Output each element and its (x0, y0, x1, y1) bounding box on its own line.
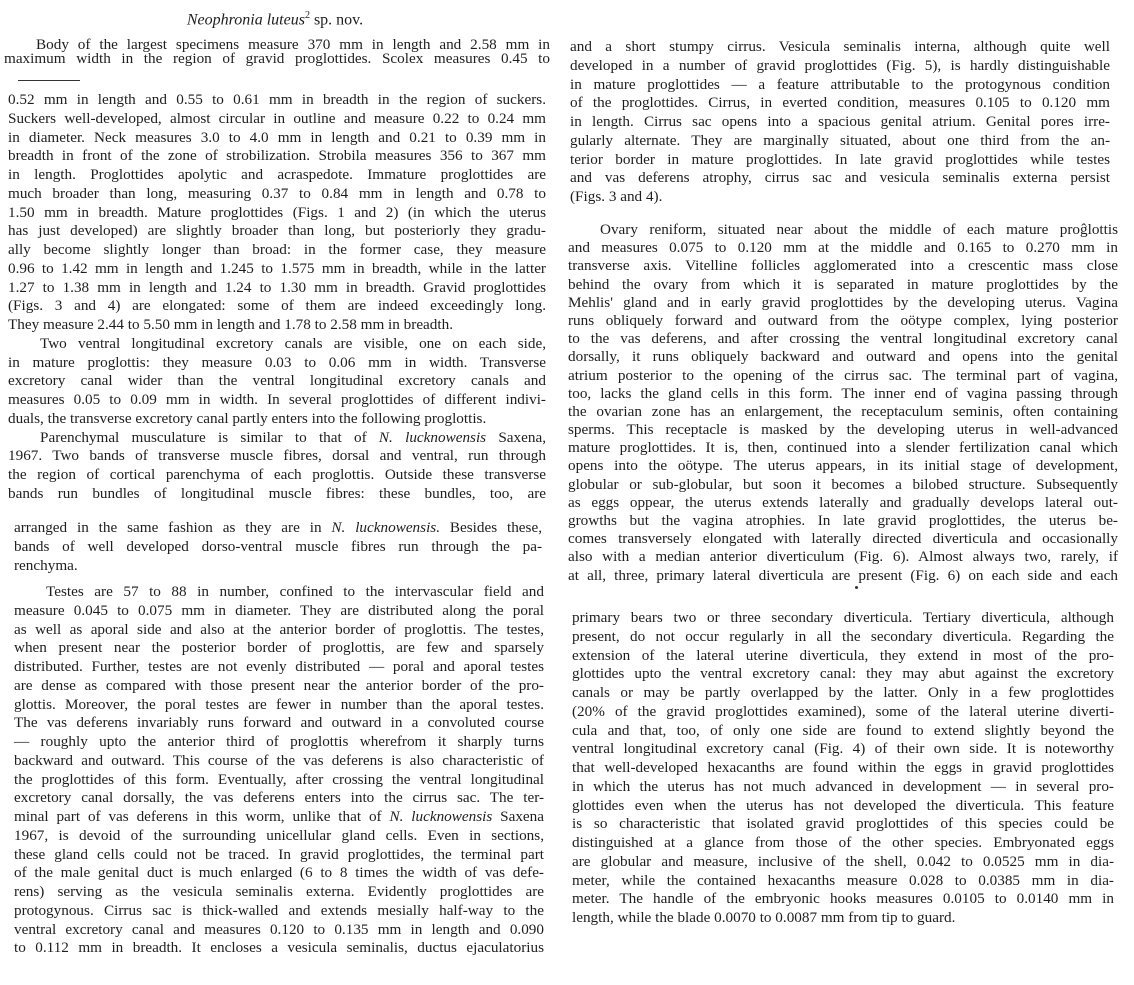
text-line: ventral longitudinal excretory canal (Fig. 4) of their own side. It is noteworthy (572, 740, 1114, 758)
text-segment: Saxena, (486, 428, 547, 446)
text-line: ventral excretory canal and measures 0.120 to 0.135 mm in length and 0.090 (14, 920, 544, 938)
text-line: that well-developed hexacanths are found within the eggs in gravid proglottides (572, 759, 1114, 776)
text-line: present, do not occur regularly in all the secondary diverticula. Regarding the (572, 627, 1114, 645)
text-segment: Saxena (492, 808, 545, 825)
text-line: — roughly upto the anterior third of proglottis wherefrom it sharply turns (14, 733, 544, 750)
text-line: runs obliquely forward and outward from the oötype complex, lying posterior (568, 311, 1118, 329)
text-line: are dense as compared with those present near the anterior border of the pro- (14, 676, 544, 694)
text-line: much broader than long, measuring 0.37 to 0.84 mm in length and 0.78 to (8, 184, 546, 202)
text-line: extension of the lateral uterine diverticula, they extend in most of the pro- (572, 646, 1114, 664)
text-line: transverse axis. Vitelline follicles agglomerated into a crescentic mass close (568, 257, 1118, 275)
text-line: excretory canal dorsally, the vas deferens enters into the cirrus sac. The ter- (14, 789, 544, 807)
text-line: breadth in front of the zone of strobilization. Strobila measures 356 to 367 mm (8, 147, 546, 165)
text-line: in mature proglottides — a feature attributable to the protogynous condition (570, 75, 1110, 93)
left-column-intro (4, 38, 550, 66)
text-line: Suckers well-developed, almost circular in outline and measure 0.22 to 0.24 mm (8, 109, 546, 127)
text-line: at all, three, primary lateral diverticula are present (Fig. 6) on each side and each (568, 566, 1118, 584)
right-column-uterus (572, 609, 1114, 928)
text-line: meter. The handle of the embryonic hooks measures 0.0105 to 0.0140 mm in (572, 890, 1114, 908)
text-line: when present near the posterior border of proglottis, are few and sparsely (14, 639, 544, 657)
text-line: protogynous. Cirrus sac is thick-walled and extends mesially half-way to the (14, 901, 544, 919)
text-line: comes transversely elongated with laterally directed diverticula and occasionally (568, 530, 1118, 548)
text-line: of the male genital duct is much enlarged (6 to 8 times the width of vas defe- (14, 864, 544, 882)
text-line: maximum width in the region of gravid proglottides. Scolex measures 0.45 to (4, 50, 550, 67)
text-line: of the proglottides. Cirrus, in everted condition, measures 0.105 to 0.120 mm (570, 94, 1110, 112)
text-line: in length. Proglottides apolytic and acraspedote. Immature proglottides are (8, 166, 546, 183)
text-line: Body of the largest specimens measure 370 mm in length and 2.58 mm in (36, 36, 550, 53)
text-line: atrium posterior to the opening of the cirrus sac. The terminal part of vagina, (568, 366, 1118, 384)
text-line: Mehlis' gland and in early gravid proglottides by the developing uterus. Vagina (568, 293, 1118, 311)
text-line: distributed. Further, testes are not evenly distributed — poral and aporal testes (14, 658, 544, 675)
text-line: dorsally, it runs obliquely backward and outward and opens into the genital (568, 348, 1118, 366)
text-line: renchyma. (14, 556, 78, 574)
text-line: behind the ovary from which it is separated in mature proglottides by the (568, 275, 1118, 293)
text-line: as eggs oppear, the uterus extends laterally and gradually develops lateral out- (568, 493, 1118, 511)
text-line: Two ventral longitudinal excretory canals are visible, one on each side, (40, 334, 546, 352)
text-line: measures 0.05 to 0.09 mm in width. In several proglottides of different indivi- (8, 391, 546, 408)
text-line: the ovarian zone has an enlargement, the receptaculum seminis, often containing (568, 402, 1118, 420)
text-line: (Figs. 3 and 4) are elongated: some of them are indeed exceedingly long. (8, 297, 546, 315)
text-line: canals or may be partly overlapped by the latter. Only in a few proglottides (572, 684, 1114, 701)
text-line: meter, while the contained hexacanths measure 0.028 to 0.0385 mm in dia- (572, 871, 1114, 889)
text-segment: Parenchymal musculature is similar to that of (40, 428, 379, 446)
text-line: 1967, is devoid of the surrounding unicellular gland cells. Even in sections, (14, 826, 544, 844)
right-column-ovary (568, 221, 1118, 585)
text-line: length, while the blade 0.0070 to 0.0087 mm from tip to guard. (572, 909, 956, 926)
text-line: in mature proglottis: they measure 0.03 to 0.06 mm in width. Transverse (8, 353, 546, 371)
text-line: duals, the transverse excretory canal partly enters into the following proglottis. (8, 409, 487, 427)
text-line: and vas deferens atrophy, cirrus sac and vesicula seminalis externa persist (570, 169, 1110, 187)
text-line: opens into the oötype. The uterus appears, in its initial stage of development, (568, 457, 1118, 475)
text-line: rens) serving as the vesicula seminalis externa. Evidently proglottides are (14, 883, 544, 900)
text-line: is so characteristic that isolated gravid proglottides of this species could be (572, 815, 1114, 833)
text-segment: arranged in the same fashion as they are in (14, 519, 332, 536)
text-line: and measures 0.075 to 0.120 mm at the middle and 0.165 to 0.270 mm in (568, 239, 1118, 257)
text-line: growths but the vagina atrophies. In late gravid proglottides, the uterus be- (568, 512, 1118, 529)
text-line: Ovary reniform, situated near about the middle of each mature proĝlottis (600, 221, 1118, 238)
text-line: ally become slightly longer than broad: in the former case, they measure (8, 241, 546, 258)
text-line: 0.52 mm in length and 0.55 to 0.61 mm in breadth in the region of suckers. (8, 91, 546, 108)
stray-mark (855, 586, 858, 589)
text-line: (20% of the gravid proglottides examined), some of the lateral uterine diverti- (572, 702, 1114, 720)
text-line: primary bears two or three secondary diverticula. Tertiary diverticula, although (572, 609, 1114, 626)
species-heading (120, 10, 430, 29)
left-column-body (8, 91, 546, 504)
text-line: to 0.112 mm in breadth. It encloses a vesicula seminalis, ductus ejaculatorius (14, 939, 544, 957)
text-line (14, 808, 544, 827)
text-line: The vas deferens invariably runs forward and outward in a convoluted course (14, 714, 544, 732)
species-name-italic: N. lucknowensis (389, 808, 493, 825)
text-line: measure 0.045 to 0.075 mm in diameter. They are distributed along the poral (14, 601, 544, 619)
text-line: gularly alternate. They are marginally situated, about one third from the an- (570, 131, 1110, 149)
text-line: globular or sub-globular, but soon it becomes a bilobed structure. Subsequently (568, 475, 1118, 493)
text-segment: minal part of vas deferens in this worm, unlike that of (14, 808, 390, 825)
species-name: Neophronia luteus (186, 11, 305, 29)
text-line: developed in a number of gravid proglottides (Fig. 5), is hardly distinguishable (570, 56, 1110, 74)
text-line: (Figs. 3 and 4). (570, 188, 663, 205)
left-column-musculature-cont (14, 519, 542, 575)
text-line: Testes are 57 to 88 in number, confined to the intervascular field and (46, 583, 544, 600)
text-line: mature proglottides. It is, then, continued into a slender fertilization canal which (568, 439, 1118, 457)
text-line: in diameter. Neck measures 3.0 to 4.0 mm in length and 0.21 to 0.39 mm in (8, 128, 546, 146)
text-line: are globular and measure, inclusive of the shell, 0.042 to 0.0525 mm in dia- (572, 852, 1114, 870)
text-line: also with a median anterior diverticulum (Fig. 6). Almost always two, rarely, if (568, 548, 1118, 566)
species-name-italic: N. lucknowensis (378, 428, 487, 446)
text-line: glottides even when the uterus has not developed the diverticula. This feature (572, 796, 1114, 814)
text-line: 0.96 to 1.42 mm in length and 1.245 to 1.575 mm in breadth, while in the latter (8, 259, 546, 277)
text-line: bands run bundles of longitudinal muscle fibres: these bundles, too, are (8, 484, 546, 502)
text-line: these gland cells could not be traced. In gravid proglottides, the terminal part (14, 845, 544, 863)
text-line: glottis. Moreover, the poral testes are fewer in number than the aporal testes. (14, 695, 544, 713)
text-line: backward and outward. This course of the vas deferens is also characteristic of (14, 751, 544, 769)
footnote-mark: 2 (304, 10, 310, 21)
text-line: bands of well developed dorso-ventral muscle fibres run through the pa- (14, 537, 542, 555)
text-line: the region of cortical parenchyma of each proglottis. Outside these transverse (8, 466, 546, 483)
text-line: glottides upto the ventral excretory canal: they may abut against the excretory (572, 665, 1114, 683)
text-line (8, 429, 546, 448)
footnote-divider (18, 80, 80, 81)
species-suffix: sp. nov. (309, 11, 364, 29)
text-line: 1.50 mm in breadth. Mature proglottides (Figs. 1 and 2) (in which the uterus (8, 203, 546, 221)
text-line: the proglottides of this form. Eventually, after crossing the ventral longitudinal (14, 770, 544, 788)
text-line: and a short stumpy cirrus. Vesicula seminalis interna, although quite well (570, 38, 1110, 55)
text-line: in which the uterus has not much advanced in development — in several pro- (572, 777, 1114, 795)
text-line: 1.27 to 1.38 mm in length and 1.24 to 1.30 mm in breadth. Gravid proglottides (8, 278, 546, 296)
text-line: in length. Cirrus sac opens into a spacious genital atrium. Genital pores irre- (570, 113, 1110, 130)
text-line: to the vas deferens, and after crossing the ventral longitudinal excretory canal (568, 330, 1118, 348)
left-column-testes (14, 583, 544, 958)
text-line: cula and that, too, of only one side are found to extend slightly beyond the (572, 721, 1114, 739)
text-line: 1967. Two bands of transverse muscle fibres, dorsal and ventral, run through (8, 447, 546, 465)
text-line (14, 519, 542, 538)
text-line: has just developed) are slightly broader than long, but posteriorly they gradu- (8, 222, 546, 240)
text-line: excretory canal wider than the ventral longitudinal excretory canals and (8, 372, 546, 390)
text-line: They measure 2.44 to 5.50 mm in length and 1.78 to 2.58 mm in breadth. (8, 316, 454, 333)
text-line: as well as aporal side and also at the anterior border of proglottis. The testes, (14, 620, 544, 638)
species-name-italic: N. lucknowensis. (331, 519, 440, 536)
text-segment: Besides these, (440, 519, 542, 536)
text-line: too, lacks the gland cells in this form. The inner end of vagina passing through (568, 384, 1118, 402)
text-line: distinguished at a glance from those of the other species. Embryonated eggs (572, 834, 1114, 851)
text-line: sperms. This receptacle is masked by the developing uterus in well-advanced (568, 421, 1118, 439)
right-column-cirrus (570, 38, 1110, 207)
text-line: terior border in mature proglottides. In late gravid proglottides while testes (570, 150, 1110, 168)
